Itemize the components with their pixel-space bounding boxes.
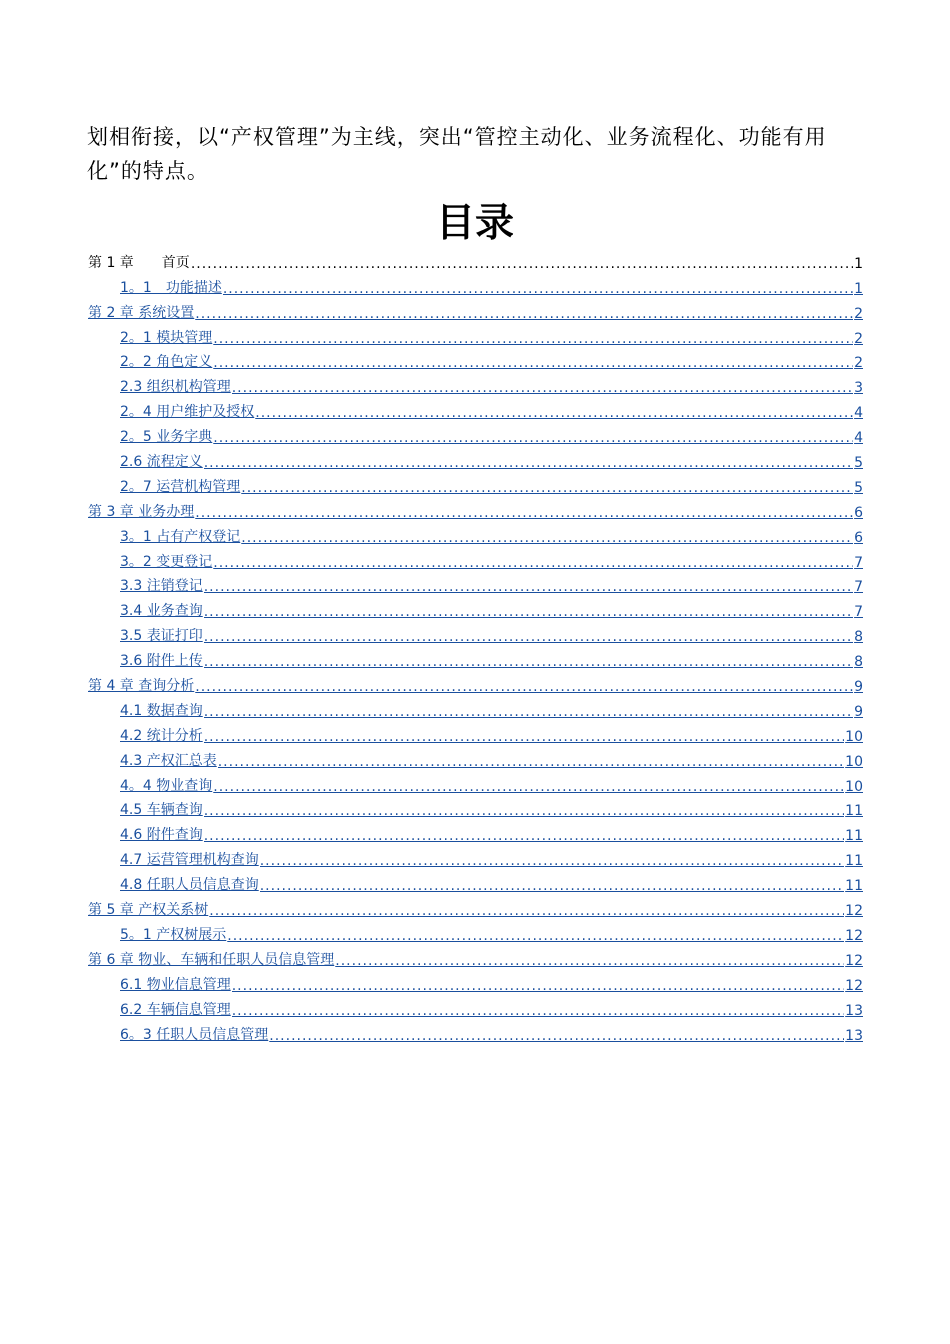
toc-dot-leader bbox=[241, 530, 853, 546]
toc-dot-leader bbox=[255, 405, 853, 421]
toc-dot-leader bbox=[204, 704, 853, 720]
toc-section-entry[interactable] bbox=[88, 795, 863, 820]
toc-section-entry[interactable] bbox=[88, 720, 863, 745]
toc-entry-label: 1。1 功能描述 bbox=[120, 279, 222, 296]
toc-dot-leader bbox=[204, 828, 844, 844]
toc-entry-label: 2.3 组织机构管理 bbox=[120, 379, 231, 396]
toc-section-entry[interactable] bbox=[88, 546, 863, 571]
toc-page-number: 12 bbox=[845, 927, 863, 944]
toc-entry-label: 4.3 产权汇总表 bbox=[120, 752, 217, 769]
toc-section-entry[interactable] bbox=[88, 347, 863, 372]
toc-entry-label: 4.7 运营管理机构查询 bbox=[120, 852, 259, 869]
toc-chapter-entry bbox=[88, 247, 863, 272]
toc-entry-label: 第 2 章 系统设置 bbox=[88, 304, 195, 321]
toc-entry-label: 3.4 业务查询 bbox=[120, 603, 203, 620]
toc-page-number: 4 bbox=[854, 430, 863, 447]
toc-page-number: 10 bbox=[845, 728, 863, 745]
toc-page-number: 9 bbox=[854, 679, 863, 696]
toc-entry-label: 2。2 角色定义 bbox=[120, 354, 213, 371]
toc-page-number: 8 bbox=[854, 654, 863, 671]
toc-page-number: 7 bbox=[854, 579, 863, 596]
toc-dot-leader bbox=[204, 803, 844, 819]
toc-entry-label: 2。1 模块管理 bbox=[120, 329, 213, 346]
toc-dot-leader bbox=[227, 928, 844, 944]
toc-page-number: 2 bbox=[854, 330, 863, 347]
toc-page-number: 13 bbox=[845, 1002, 863, 1019]
toc-chapter-entry[interactable] bbox=[88, 297, 863, 322]
toc-page-number: 13 bbox=[845, 1027, 863, 1044]
intro-paragraph: 划相衔接，以“产权管理”为主线，突出“管控主动化、业务流程化、功能有用化”的特点。 bbox=[87, 125, 827, 183]
toc-entry-label: 6.1 物业信息管理 bbox=[120, 976, 231, 993]
toc-section-entry[interactable] bbox=[88, 869, 863, 894]
toc-page-number: 11 bbox=[845, 878, 863, 895]
toc-dot-leader bbox=[213, 355, 853, 371]
toc-entry-label: 2。4 用户维护及授权 bbox=[120, 404, 255, 421]
toc-section-entry[interactable] bbox=[88, 322, 863, 347]
toc-entry-label: 第 3 章 业务办理 bbox=[88, 503, 195, 520]
toc-page-number: 7 bbox=[854, 554, 863, 571]
toc-dot-leader bbox=[260, 853, 844, 869]
toc-dot-leader bbox=[195, 306, 853, 322]
toc-entry-label: 3.6 附件上传 bbox=[120, 653, 203, 670]
toc-entry-label: 第 1 章 首页 bbox=[88, 254, 190, 271]
toc-section-entry[interactable] bbox=[88, 571, 863, 596]
toc-dot-leader bbox=[195, 505, 853, 521]
toc-dot-leader bbox=[241, 480, 853, 496]
toc-page-number: 3 bbox=[854, 380, 863, 397]
toc-entry-label: 2。5 业务字典 bbox=[120, 429, 213, 446]
toc-dot-leader bbox=[204, 579, 853, 595]
toc-page-number: 10 bbox=[845, 778, 863, 795]
toc-chapter-entry[interactable] bbox=[88, 944, 863, 969]
toc-page-number: 11 bbox=[845, 828, 863, 845]
toc-chapter-entry[interactable] bbox=[88, 894, 863, 919]
toc-page-number: 9 bbox=[854, 703, 863, 720]
toc-entry-label: 4.2 统计分析 bbox=[120, 727, 203, 744]
toc-page-number: 11 bbox=[845, 803, 863, 820]
toc-page-number: 11 bbox=[845, 853, 863, 870]
toc-dot-leader bbox=[209, 903, 844, 919]
toc-dot-leader bbox=[204, 604, 853, 620]
toc-entry-label: 4.6 附件查询 bbox=[120, 827, 203, 844]
toc-page-number: 12 bbox=[845, 903, 863, 920]
toc-page-number: 5 bbox=[854, 479, 863, 496]
toc-chapter-entry[interactable] bbox=[88, 670, 863, 695]
toc-entry-label: 2.6 流程定义 bbox=[120, 454, 203, 471]
toc-dot-leader bbox=[335, 953, 844, 969]
toc-dot-leader bbox=[195, 679, 853, 695]
toc-dot-leader bbox=[232, 978, 844, 994]
toc-section-entry[interactable] bbox=[88, 770, 863, 795]
toc-section-entry[interactable] bbox=[88, 620, 863, 645]
toc-dot-leader bbox=[232, 380, 853, 396]
toc-section-entry[interactable] bbox=[88, 919, 863, 944]
toc-page-number: 10 bbox=[845, 753, 863, 770]
toc-section-entry[interactable] bbox=[88, 819, 863, 844]
toc-entry-label: 5。1 产权树展示 bbox=[120, 926, 227, 943]
toc-section-entry[interactable] bbox=[88, 645, 863, 670]
toc-page-number: 2 bbox=[854, 305, 863, 322]
toc-entry-label: 4。4 物业查询 bbox=[120, 777, 213, 794]
table-of-contents bbox=[88, 247, 863, 1044]
toc-dot-leader bbox=[204, 455, 853, 471]
toc-dot-leader bbox=[213, 331, 853, 347]
toc-entry-label: 第 5 章 产权关系树 bbox=[88, 902, 209, 919]
toc-entry-label: 第 4 章 查询分析 bbox=[88, 678, 195, 695]
toc-dot-leader bbox=[204, 629, 853, 645]
toc-section-entry[interactable] bbox=[88, 272, 863, 297]
toc-page-number: 7 bbox=[854, 604, 863, 621]
toc-entry-label: 4.5 车辆查询 bbox=[120, 802, 203, 819]
toc-section-entry[interactable] bbox=[88, 994, 863, 1019]
toc-dot-leader bbox=[213, 779, 844, 795]
toc-section-entry[interactable] bbox=[88, 521, 863, 546]
toc-page-number: 6 bbox=[854, 529, 863, 546]
toc-page-number: 1 bbox=[854, 280, 863, 297]
toc-dot-leader bbox=[191, 256, 853, 272]
toc-page-number: 2 bbox=[854, 355, 863, 372]
toc-section-entry[interactable] bbox=[88, 421, 863, 446]
toc-section-entry[interactable] bbox=[88, 695, 863, 720]
toc-title: 目录 bbox=[435, 201, 514, 246]
toc-page-number: 1 bbox=[854, 255, 863, 272]
toc-entry-label: 4.1 数据查询 bbox=[120, 702, 203, 719]
toc-section-entry[interactable] bbox=[88, 969, 863, 994]
toc-entry-label: 3.3 注销登记 bbox=[120, 578, 203, 595]
toc-dot-leader bbox=[269, 1028, 844, 1044]
toc-dot-leader bbox=[223, 281, 853, 297]
toc-entry-label: 2。7 运营机构管理 bbox=[120, 478, 241, 495]
toc-page-number: 4 bbox=[854, 405, 863, 422]
toc-dot-leader bbox=[204, 729, 844, 745]
toc-section-entry[interactable] bbox=[88, 745, 863, 770]
toc-entry-label: 3.5 表证打印 bbox=[120, 628, 203, 645]
toc-entry-label: 6.2 车辆信息管理 bbox=[120, 1001, 231, 1018]
toc-entry-label: 3。1 占有产权登记 bbox=[120, 528, 241, 545]
toc-section-entry[interactable] bbox=[88, 844, 863, 869]
toc-dot-leader bbox=[260, 878, 844, 894]
toc-section-entry[interactable] bbox=[88, 446, 863, 471]
toc-dot-leader bbox=[218, 754, 844, 770]
toc-section-entry[interactable] bbox=[88, 471, 863, 496]
toc-entry-label: 4.8 任职人员信息查询 bbox=[120, 877, 259, 894]
toc-page-number: 6 bbox=[854, 504, 863, 521]
toc-section-entry[interactable] bbox=[88, 371, 863, 396]
toc-page-number: 8 bbox=[854, 629, 863, 646]
toc-dot-leader bbox=[204, 654, 853, 670]
toc-section-entry[interactable] bbox=[88, 1019, 863, 1044]
toc-dot-leader bbox=[213, 430, 853, 446]
toc-dot-leader bbox=[232, 1003, 844, 1019]
toc-page-number: 12 bbox=[845, 952, 863, 969]
toc-entry-label: 3。2 变更登记 bbox=[120, 553, 213, 570]
toc-chapter-entry[interactable] bbox=[88, 496, 863, 521]
toc-section-entry[interactable] bbox=[88, 595, 863, 620]
toc-page-number: 12 bbox=[845, 977, 863, 994]
toc-entry-label: 6。3 任职人员信息管理 bbox=[120, 1026, 269, 1043]
toc-dot-leader bbox=[213, 555, 853, 571]
toc-section-entry[interactable] bbox=[88, 396, 863, 421]
toc-entry-label: 第 6 章 物业、车辆和任职人员信息管理 bbox=[88, 951, 335, 968]
toc-page-number: 5 bbox=[854, 455, 863, 472]
